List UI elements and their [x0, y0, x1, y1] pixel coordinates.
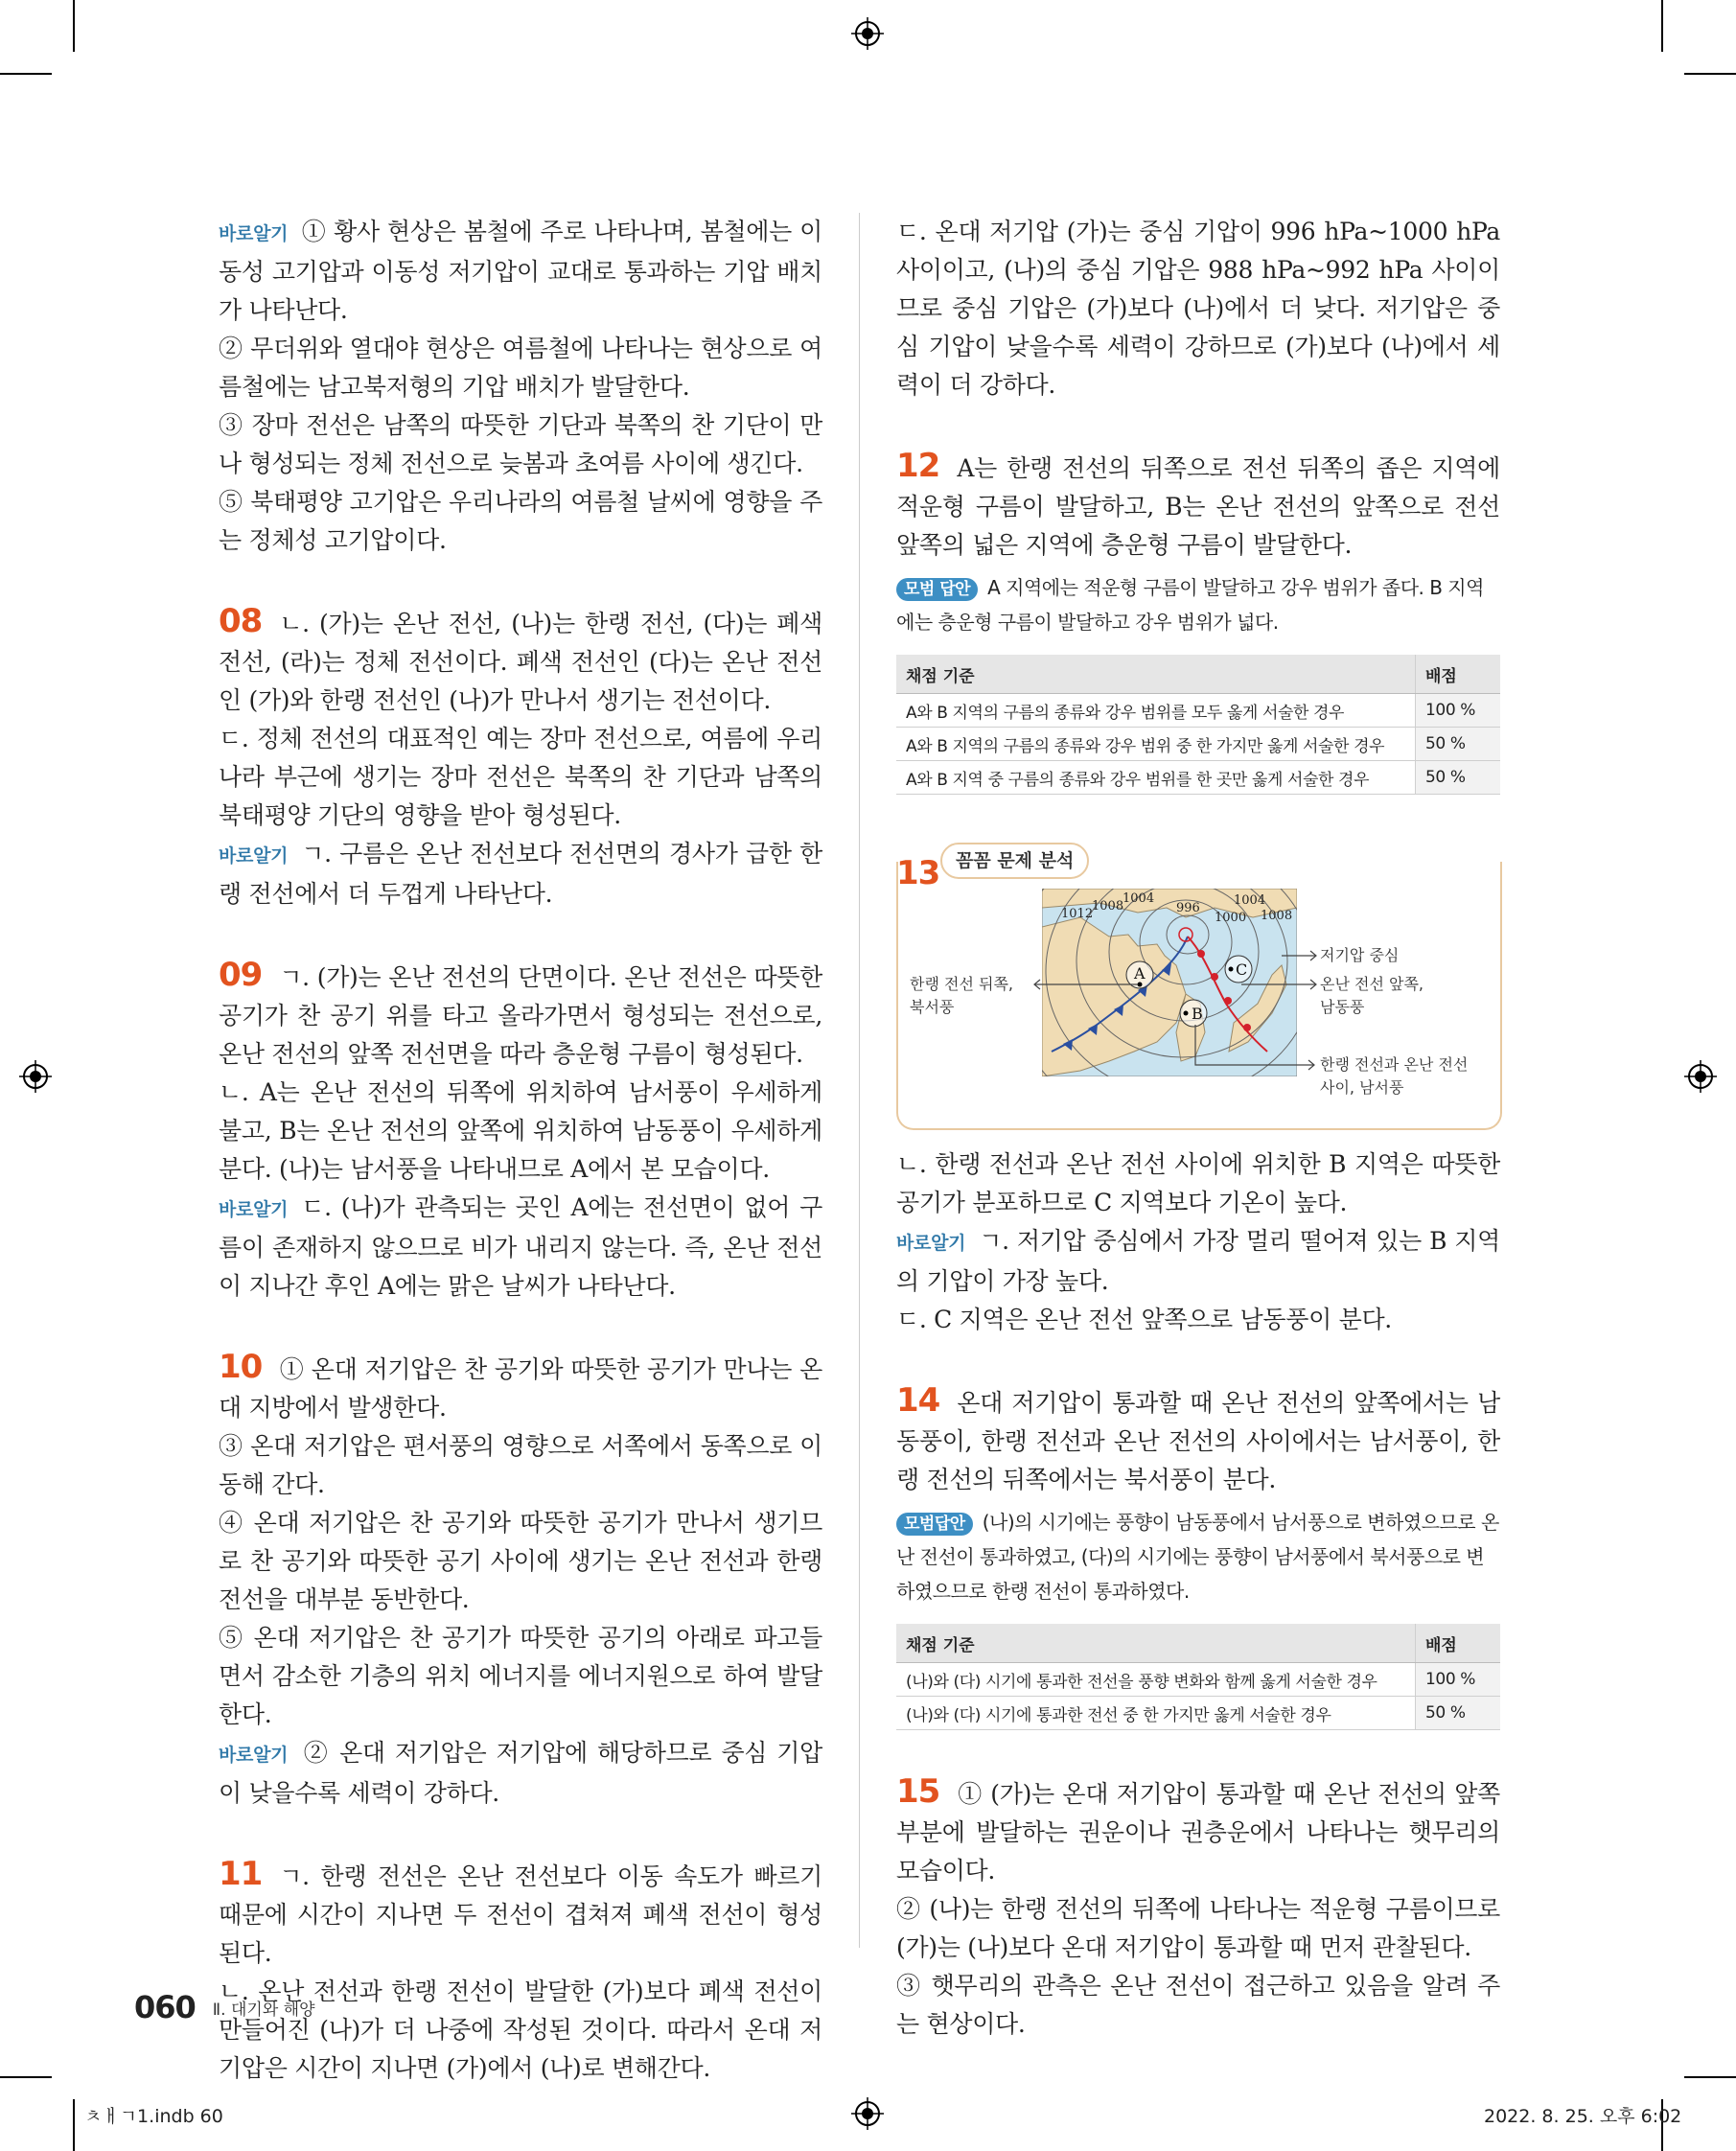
right-column: [896, 213, 1500, 2044]
crop-mark: [1684, 2076, 1736, 2078]
page-number: 060: [134, 1989, 196, 2025]
crop-mark: [73, 2099, 75, 2151]
analysis-box: [896, 850, 1502, 1130]
correction-paragraph: 바로알기 ② 온대 저기압은 저기압에 해당하므로 중심 기압이 낮을수록 세력이 강하다.: [219, 1739, 822, 1807]
correction-paragraph: ⑤ 북태평양 고기압은 우리나라의 여름철 날씨에 영향을 주는 정체성 고기압이다.: [219, 488, 822, 554]
question-number: 15: [896, 1772, 940, 1811]
answer-paragraph: ③ 온대 저기압은 편서풍의 영향으로 서쪽에서 동쪽으로 이동해 간다.: [219, 1432, 822, 1498]
column-divider: [859, 213, 860, 1948]
isobar-label: 1008: [1092, 899, 1124, 914]
isobar-label: 1004: [1123, 891, 1155, 906]
question-11: 11 ㄱ. 한랭 전선은 온난 전선보다 이동 속도가 빠르기 때문에 시간이 지나면 두 전선이 겹쳐져 폐색 전선이 형성된다. ㄴ. 온난 전선과 한랭 전선이 발달한 (가)보다 폐색 전선이 만들어진 (나)가 더 나중에 작성된 것이다. 따라서 온대 저기압은 시간이 지나면 (가)에서 (나)로 변해간다.: [219, 1855, 822, 2088]
question-14: 14 온대 저기압이 통과할 때 온난 전선의 앞쪽에서는 남동풍이, 한랭 전선과 온난 전선의 사이에서는 남서풍이, 한랭 전선의 뒤쪽에서는 북서풍이 분다. 모범답안 (나)의 시기에는 풍향이 남동풍에서 남서풍으로 변하였으므로 온난 전선이 통과하였고, (다)의 시기에는 풍향이 남서풍에서 북서풍으로 변하였으므로 한랭 전선이 통과하였다. 채점 기준 배점 (나)와 (다) 시기에 통과한 전선을 풍향 변화와 함께 옳게 서술한 경우 100 % (나)와 (다) 시기에 통과한 전선 중 한 가지만 옳게 서술한 경우 50 %: [896, 1381, 1500, 1730]
left-column: [219, 213, 822, 2088]
annotation-low-center: 저기압 중심: [1320, 946, 1400, 964]
answer-paragraph: ㄷ. C 지역은 온난 전선 앞쪽으로 남동풍이 분다.: [896, 1306, 1392, 1333]
isobar-label: 1012: [1061, 907, 1094, 921]
question-number: 10: [219, 1348, 263, 1386]
table-row: A와 B 지역 중 구름의 종류와 강우 범위를 한 곳만 옳게 서술한 경우 50 %: [896, 761, 1500, 795]
model-answer: 모범 답안 A 지역에는 적운형 구름이 발달하고 강우 범위가 좁다. B 지역에는 층운형 구름이 발달하고 강우 범위가 넓다.: [896, 576, 1484, 634]
registration-mark-icon: [19, 1060, 52, 1093]
question-number: 08: [219, 602, 263, 640]
correction-paragraph: 바로알기 ① 황사 현상은 봄철에 주로 나타나며, 봄철에는 이동성 고기압과 이동성 저기압이 교대로 통과하는 기압 배치가 나타난다.: [219, 218, 822, 324]
answer-paragraph: ② (나)는 한랭 전선의 뒤쪽에 나타나는 적운형 구름이므로 (가)는 (나)보다 온대 저기압이 통과할 때 먼저 관찰된다.: [896, 1895, 1500, 1961]
crop-mark: [0, 73, 52, 75]
correction-paragraph: 바로알기 ㄱ. 저기압 중심에서 가장 멀리 떨어져 있는 B 지역의 기압이 가장 높다.: [896, 1227, 1500, 1295]
scoring-table: [896, 1624, 1500, 1730]
answer-paragraph: ⑤ 온대 저기압은 찬 공기가 따뜻한 공기의 아래로 파고들면서 감소한 기층의 위치 에너지를 에너지원으로 하여 발달한다.: [219, 1624, 822, 1728]
answer-paragraph: ㄴ. 한랭 전선과 온난 전선 사이에 위치한 B 지역은 따뜻한 공기가 분포하므로 C 지역보다 기온이 높다.: [896, 1150, 1500, 1216]
question-number: 11: [219, 1855, 263, 1893]
isobar-label: 996: [1176, 901, 1200, 915]
question-number: 13: [896, 854, 940, 892]
isobar-label: 1004: [1234, 893, 1266, 908]
model-answer-badge: 모범 답안: [896, 578, 978, 601]
correction-paragraph: 바로알기 ㄱ. 구름은 온난 전선보다 전선면의 경사가 급한 한랭 전선에서 더 두껍게 나타난다.: [219, 840, 822, 908]
model-answer-badge: 모범답안: [896, 1513, 973, 1536]
question-number: 14: [896, 1381, 940, 1420]
answer-paragraph: ㄷ. 정체 전선의 대표적인 예는 장마 전선으로, 여름에 우리나라 부근에 생기는 장마 전선은 북쪽의 찬 기단과 남쪽의 북태평양 기단의 영향을 받아 형성된다.: [219, 725, 822, 829]
correction-label: 바로알기: [219, 223, 289, 244]
table-row: A와 B 지역의 구름의 종류와 강우 범위를 모두 옳게 서술한 경우 100 %: [896, 694, 1500, 728]
table-row: (나)와 (다) 시기에 통과한 전선 중 한 가지만 옳게 서술한 경우 50 %: [896, 1697, 1500, 1730]
correction-label: 바로알기: [219, 845, 289, 867]
correction-paragraph: ② 무더위와 열대야 현상은 여름철에 나타나는 현상으로 여름철에는 남고북저형의 기압 배치가 발달한다.: [219, 335, 822, 401]
points-header: 배점: [1416, 655, 1501, 694]
question-15: 15 ① (가)는 온대 저기압이 통과할 때 온난 전선의 앞쪽 부분에 발달하는 권운이나 권층운에서 나타나는 햇무리의 모습이다. ② (나)는 한랭 전선의 뒤쪽에 나타나는 적운형 구름이므로 (가)는 (나)보다 온대 저기압이 통과할 때 먼저 관찰된다. ③ 햇무리의 관측은 온난 전선이 접근하고 있음을 알려 주는 현상이다.: [896, 1772, 1500, 2044]
model-answer: 모범답안 (나)의 시기에는 풍향이 남동풍에서 남서풍으로 변하였으므로 온난 전선이 통과하였고, (다)의 시기에는 풍향이 남서풍에서 북서풍으로 변하였으므로 한랭 전선이 통과하였다.: [896, 1511, 1499, 1603]
answer-paragraph: ㄷ. 온대 저기압 (가)는 중심 기압이 996 hPa~1000 hPa 사이이고, (나)의 중심 기압은 988 hPa~992 hPa 사이이므로 중심 기압은 (가)보다 (나)에서 더 낮다. 저기압은 중심 기압이 낮을수록 세력이 강하므로 (가)보다 (나)에서 세력이 더 강하다.: [896, 218, 1500, 399]
points-header: 배점: [1416, 1624, 1501, 1663]
isobar-label: 1000: [1215, 911, 1247, 925]
table-row: A와 B 지역의 구름의 종류와 강우 범위 중 한 가지만 옳게 서술한 경우 50 %: [896, 728, 1500, 761]
criteria-header: 채점 기준: [896, 1624, 1416, 1663]
question-10: 10 ① 온대 저기압은 찬 공기와 따뜻한 공기가 만나는 온대 지방에서 발생한다. ③ 온대 저기압은 편서풍의 영향으로 서쪽에서 동쪽으로 이동해 간다. ④ 온대 저기압은 찬 공기와 따뜻한 공기가 만나서 생기므로 찬 공기와 따뜻한 공기 사이에 생기는 온난 전선과 한랭 전선을 대부분 동반한다. ⑤ 온대 저기압은 찬 공기가 따뜻한 공기의 아래로 파고들면서 감소한 기층의 위치 에너지를 에너지원으로 하여 발달한다. 바로알기 ② 온대 저기압은 저기압에 해당하므로 중심 기압이 낮을수록 세력이 강하다.: [219, 1348, 822, 1813]
correction-label: 바로알기: [219, 1745, 289, 1766]
annotation-point-b: 한랭 전선과 온난 전선 사이, 남서풍: [1320, 1055, 1469, 1097]
question-13: [896, 850, 1500, 1339]
answer-paragraph: ㄴ. A는 온난 전선의 뒤쪽에 위치하여 남서풍이 우세하게 불고, B는 온난 전선의 앞쪽에 위치하여 남동풍이 우세하게 분다. (나)는 남서풍을 나타내므로 A에서 본 모습이다.: [219, 1078, 822, 1183]
crop-mark: [1684, 73, 1736, 75]
chapter-title: Ⅱ. 대기와 해양: [212, 2000, 315, 2020]
isobar-label: 1008: [1261, 909, 1293, 923]
question-09: 09 ㄱ. (가)는 온난 전선의 단면이다. 온난 전선은 따뜻한 공기가 찬 공기 위를 타고 올라가면서 형성되는 전선으로, 온난 전선의 앞쪽 전선면을 따라 층운형 구름이 형성된다. ㄴ. A는 온난 전선의 뒤쪽에 위치하여 남서풍이 우세하게 불고, B는 온난 전선의 앞쪽에 위치하여 남동풍이 우세하게 분다. (나)는 남서풍을 나타내므로 A에서 본 모습이다. 바로알기 ㄷ. (나)가 관측되는 곳인 A에는 전선면이 없어 구름이 존재하지 않으므로 비가 내리지 않는다. 즉, 온난 전선이 지나간 후인 A에는 맑은 날씨가 나타난다.: [219, 956, 822, 1306]
crop-mark: [73, 0, 75, 52]
correction-label: 바로알기: [219, 1199, 289, 1220]
slug-file: ㅊㅐㄱ1.indb 60: [84, 2106, 223, 2127]
answer-paragraph: ④ 온대 저기압은 찬 공기와 따뜻한 공기가 만나서 생기므로 찬 공기와 따뜻한 공기 사이에 생기는 온난 전선과 한랭 전선을 대부분 동반한다.: [219, 1509, 822, 1613]
question-08: 08 ㄴ. (가)는 온난 전선, (나)는 한랭 전선, (다)는 폐색 전선, (라)는 정체 전선이다. 폐색 전선인 (다)는 온난 전선인 (가)와 한랭 전선인 (나)가 만나서 생기는 전선이다. ㄷ. 정체 전선의 대표적인 예는 장마 전선으로, 여름에 우리나라 부근에 생기는 장마 전선은 북쪽의 찬 기단과 남쪽의 북태평양 기단의 영향을 받아 형성된다. 바로알기 ㄱ. 구름은 온난 전선보다 전선면의 경사가 급한 한랭 전선에서 더 두껍게 나타난다.: [219, 602, 822, 914]
point-label-a: A: [1134, 964, 1146, 983]
table-row: (나)와 (다) 시기에 통과한 전선을 풍향 변화와 함께 옳게 서술한 경우 100 %: [896, 1663, 1500, 1697]
answer-paragraph: ㄴ. 온난 전선과 한랭 전선이 발달한 (가)보다 폐색 전선이 만들어진 (나)가 더 나중에 작성된 것이다. 따라서 온대 저기압은 시간이 지나면 (가)에서 (나)로 변해간다.: [219, 1978, 822, 2082]
question-number: 12: [896, 447, 940, 485]
registration-mark-icon: [851, 17, 884, 50]
answer-paragraph: ③ 햇무리의 관측은 온난 전선이 접근하고 있음을 알려 주는 현상이다.: [896, 1972, 1500, 2038]
criteria-header: 채점 기준: [896, 655, 1416, 694]
scoring-table: [896, 655, 1500, 795]
point-label-c: C: [1236, 960, 1248, 979]
correction-paragraph: ③ 장마 전선은 남쪽의 따뜻한 기단과 북쪽의 찬 기단이 만나 형성되는 정체 전선으로 늦봄과 초여름 사이에 생긴다.: [219, 411, 822, 477]
correction-label: 바로알기: [896, 1233, 966, 1254]
correction-paragraph: 바로알기 ㄷ. (나)가 관측되는 곳인 A에는 전선면이 없어 구름이 존재하지 않으므로 비가 내리지 않는다. 즉, 온난 전선이 지나간 후인 A에는 맑은 날씨가 나타난다.: [219, 1193, 822, 1300]
question-number: 09: [219, 956, 263, 994]
annotation-point-c: 온난 전선 앞쪽, 남동풍: [1320, 975, 1424, 1016]
question-12: 12 A는 한랭 전선의 뒤쪽으로 전선 뒤쪽의 좁은 지역에 적운형 구름이 발달하고, B는 온난 전선의 앞쪽으로 전선 앞쪽의 넓은 지역에 층운형 구름이 발달한다. 모범 답안 A 지역에는 적운형 구름이 발달하고 강우 범위가 좁다. B 지역에는 층운형 구름이 발달하고 강우 범위가 넓다. 채점 기준 배점 A와 B 지역의 구름의 종류와 강우 범위를 모두 옳게 서술한 경우 100 % A와 B 지역의 구름의 종류와 강우 범위 중 한 가지만 옳게 서술한 경우 50 % A와 B 지역 중 구름의 종류와 강우 범위를 한 곳만 옳게 서술한 경우 50 %: [896, 447, 1500, 795]
annotation-point-a: 한랭 전선 뒤쪽, 북서풍: [910, 975, 1013, 1016]
point-label-b: B: [1192, 1005, 1203, 1023]
registration-mark-icon: [851, 2097, 884, 2130]
crop-mark: [1661, 0, 1663, 52]
analysis-tab: 꼼꼼 문제 분석: [940, 843, 1089, 879]
page-footer: [134, 1989, 315, 2025]
crop-mark: [0, 2076, 52, 2078]
slug-date: 2022. 8. 25. 오후 6:02: [1484, 2106, 1682, 2127]
registration-mark-icon: [1684, 1060, 1717, 1093]
